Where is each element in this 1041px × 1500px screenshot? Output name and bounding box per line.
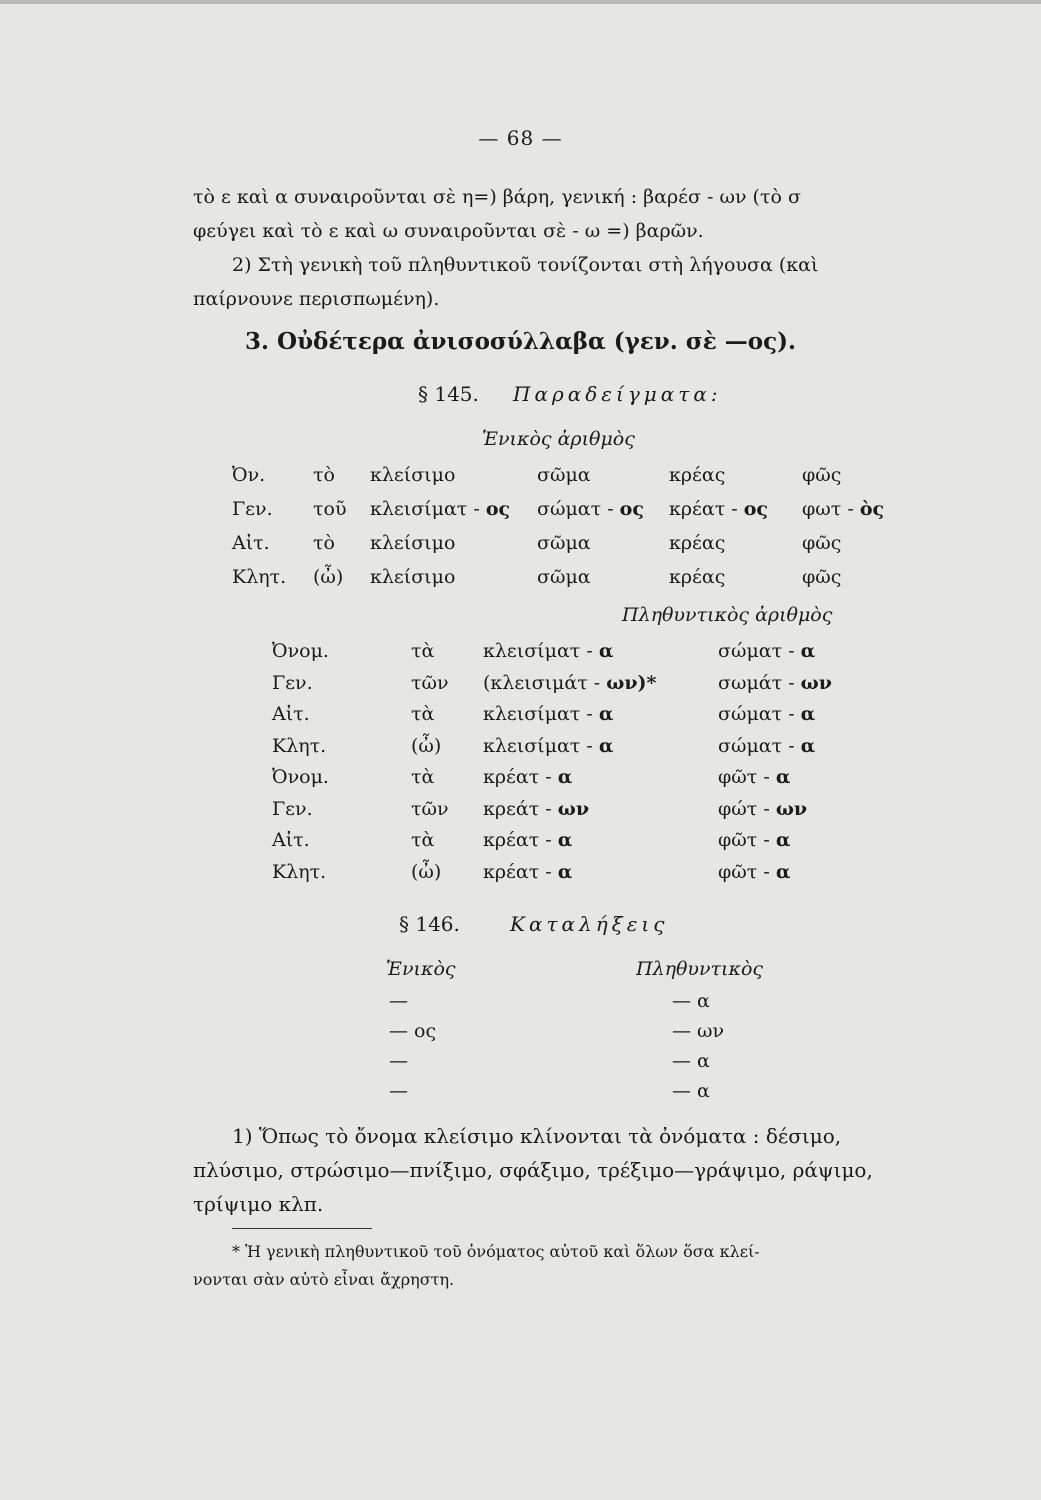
ending-singular-2: — ος <box>389 1020 437 1042</box>
plural-cell-r5-c2: τὰ <box>411 766 435 788</box>
section-145-title: Παραδείγματα: <box>513 382 722 406</box>
singular-label: Ἑνικὸς ἀριθμὸς <box>482 428 635 450</box>
plural-cell-r6-c2: τῶν <box>411 797 449 820</box>
singular-cell-r4-c6: φῶς <box>802 566 842 588</box>
intro-line-1: τὸ ε καὶ α συναιροῦνται σὲ η=) βάρη, γενική : βαρέσ - ων (τὸ σ <box>193 186 801 208</box>
ending-plural-4: — α <box>672 1080 710 1102</box>
plural-cell-r8-c2: (ὦ) <box>411 860 442 883</box>
plural-cell-r7-c2: τὰ <box>411 829 435 851</box>
singular-cell-r2-c3: κλεισίματ - ος <box>370 498 511 520</box>
footnote-rule <box>232 1228 372 1229</box>
intro-line-3: 2) Στὴ γενικὴ τοῦ πληθυντικοῦ τονίζονται στὴ λήγουσα (καὶ <box>232 254 819 276</box>
singular-cell-r1-c6: φῶς <box>802 464 842 486</box>
plural-cell-r2-c3: (κλεισιμάτ - ων)* <box>483 671 657 694</box>
plural-cell-r7-c1: Αἰτ. <box>272 829 310 851</box>
plural-cell-r1-c4: σώματ - α <box>718 640 816 662</box>
singular-cell-r4-c3: κλείσιμο <box>370 566 456 588</box>
singular-cell-r1-c5: κρέας <box>669 464 726 486</box>
endings-plural-label: Πληθυντικὸς <box>636 958 764 980</box>
singular-cell-r2-c2: τοῦ <box>313 498 347 520</box>
singular-cell-r3-c5: κρέας <box>669 532 726 554</box>
singular-cell-r3-c6: φῶς <box>802 532 842 554</box>
singular-cell-r1-c2: τὸ <box>313 464 335 486</box>
endings-singular-label: Ἑνικὸς <box>386 958 456 980</box>
plural-cell-r4-c3: κλεισίματ - α <box>483 734 614 757</box>
footnote-line-2: νονται σὰν αὐτὸ εἶναι ἄχρηστη. <box>193 1270 455 1289</box>
plural-cell-r3-c3: κλεισίματ - α <box>483 703 614 725</box>
ending-plural-3: — α <box>672 1050 710 1072</box>
ending-singular-3: — <box>389 1050 408 1072</box>
plural-cell-r4-c1: Κλητ. <box>272 734 327 757</box>
plural-cell-r2-c4: σωμάτ - ων <box>718 671 832 694</box>
plural-cell-r5-c4: φῶτ - α <box>718 766 791 788</box>
singular-cell-r1-c3: κλείσιμο <box>370 464 456 486</box>
plural-cell-r6-c3: κρεάτ - ων <box>483 797 590 820</box>
singular-cell-r3-c2: τὸ <box>313 532 335 554</box>
singular-cell-r2-c6: φωτ - ὸς <box>802 498 885 520</box>
plural-cell-r3-c1: Αἰτ. <box>272 703 310 725</box>
plural-cell-r8-c4: φῶτ - α <box>718 860 791 883</box>
ending-plural-2: — ων <box>672 1020 725 1042</box>
singular-cell-r1-c1: Ὀν. <box>232 464 266 486</box>
plural-cell-r6-c4: φώτ - ων <box>718 797 808 820</box>
plural-cell-r2-c2: τῶν <box>411 671 449 694</box>
page-number: — 68 — <box>478 126 563 150</box>
plural-cell-r4-c2: (ὦ) <box>411 734 442 757</box>
section-146-title: Καταλήξεις <box>510 912 669 936</box>
ending-singular-1: — <box>389 990 408 1012</box>
plural-cell-r4-c4: σώματ - α <box>718 734 816 757</box>
singular-cell-r3-c4: σῶμα <box>537 532 591 554</box>
plural-cell-r7-c4: φῶτ - α <box>718 829 791 851</box>
plural-cell-r8-c3: κρέατ - α <box>483 860 573 883</box>
singular-cell-r2-c5: κρέατ - ος <box>669 498 768 520</box>
singular-cell-r2-c4: σώματ - ος <box>537 498 644 520</box>
plural-cell-r6-c1: Γεν. <box>272 797 313 820</box>
singular-cell-r3-c1: Αἰτ. <box>232 532 270 554</box>
plural-cell-r1-c2: τὰ <box>411 640 435 662</box>
intro-line-2: φεύγει καὶ τὸ ε καὶ ω συναιροῦνται σὲ - ω =) βαρῶν. <box>193 220 704 242</box>
singular-cell-r2-c1: Γεν. <box>232 498 273 520</box>
plural-cell-r1-c1: Ὀνομ. <box>272 640 329 662</box>
singular-cell-r4-c1: Κλητ. <box>232 566 287 588</box>
plural-cell-r8-c1: Κλητ. <box>272 860 327 883</box>
note-line-3: τρίψιμο κλπ. <box>193 1192 324 1216</box>
note-line-2: πλύσιμο, στρώσιμο—πνίξιμο, σφάξιμο, τρέξιμο—γράψιμο, ράψιμο, <box>193 1158 873 1182</box>
note-line-1: 1) Ὅπως τὸ ὄνομα κλείσιμο κλίνονται τὰ ὀνόματα : δέσιμο, <box>232 1124 842 1148</box>
singular-cell-r4-c2: (ὦ) <box>313 566 344 588</box>
plural-label: Πληθυντικὸς ἀριθμὸς <box>622 604 833 626</box>
singular-cell-r4-c4: σῶμα <box>537 566 591 588</box>
singular-cell-r3-c3: κλείσιμο <box>370 532 456 554</box>
footnote-line-1: * Ἡ γενικὴ πληθυντικοῦ τοῦ ὀνόματος αὐτοῦ καὶ ὅλων ὅσα κλεί- <box>232 1242 760 1261</box>
section-146-number: § 146. <box>399 912 460 936</box>
intro-line-4: παίρνουνε περισπωμένη). <box>193 288 440 310</box>
plural-cell-r3-c2: τὰ <box>411 703 435 725</box>
plural-cell-r3-c4: σώματ - α <box>718 703 816 725</box>
scan-edge <box>0 0 1041 4</box>
plural-cell-r5-c1: Ὀνομ. <box>272 766 329 788</box>
plural-cell-r7-c3: κρέατ - α <box>483 829 573 851</box>
ending-singular-4: — <box>389 1080 408 1102</box>
singular-cell-r4-c5: κρέας <box>669 566 726 588</box>
section-145-number: § 145. <box>418 382 479 406</box>
ending-plural-1: — α <box>672 990 710 1012</box>
plural-cell-r2-c1: Γεν. <box>272 671 313 694</box>
plural-cell-r1-c3: κλεισίματ - α <box>483 640 614 662</box>
plural-cell-r5-c3: κρέατ - α <box>483 766 573 788</box>
singular-cell-r1-c4: σῶμα <box>537 464 591 486</box>
section-heading: 3. Οὐδέτερα ἀνισοσύλλαβα (γεν. σὲ —ος). <box>245 328 796 355</box>
